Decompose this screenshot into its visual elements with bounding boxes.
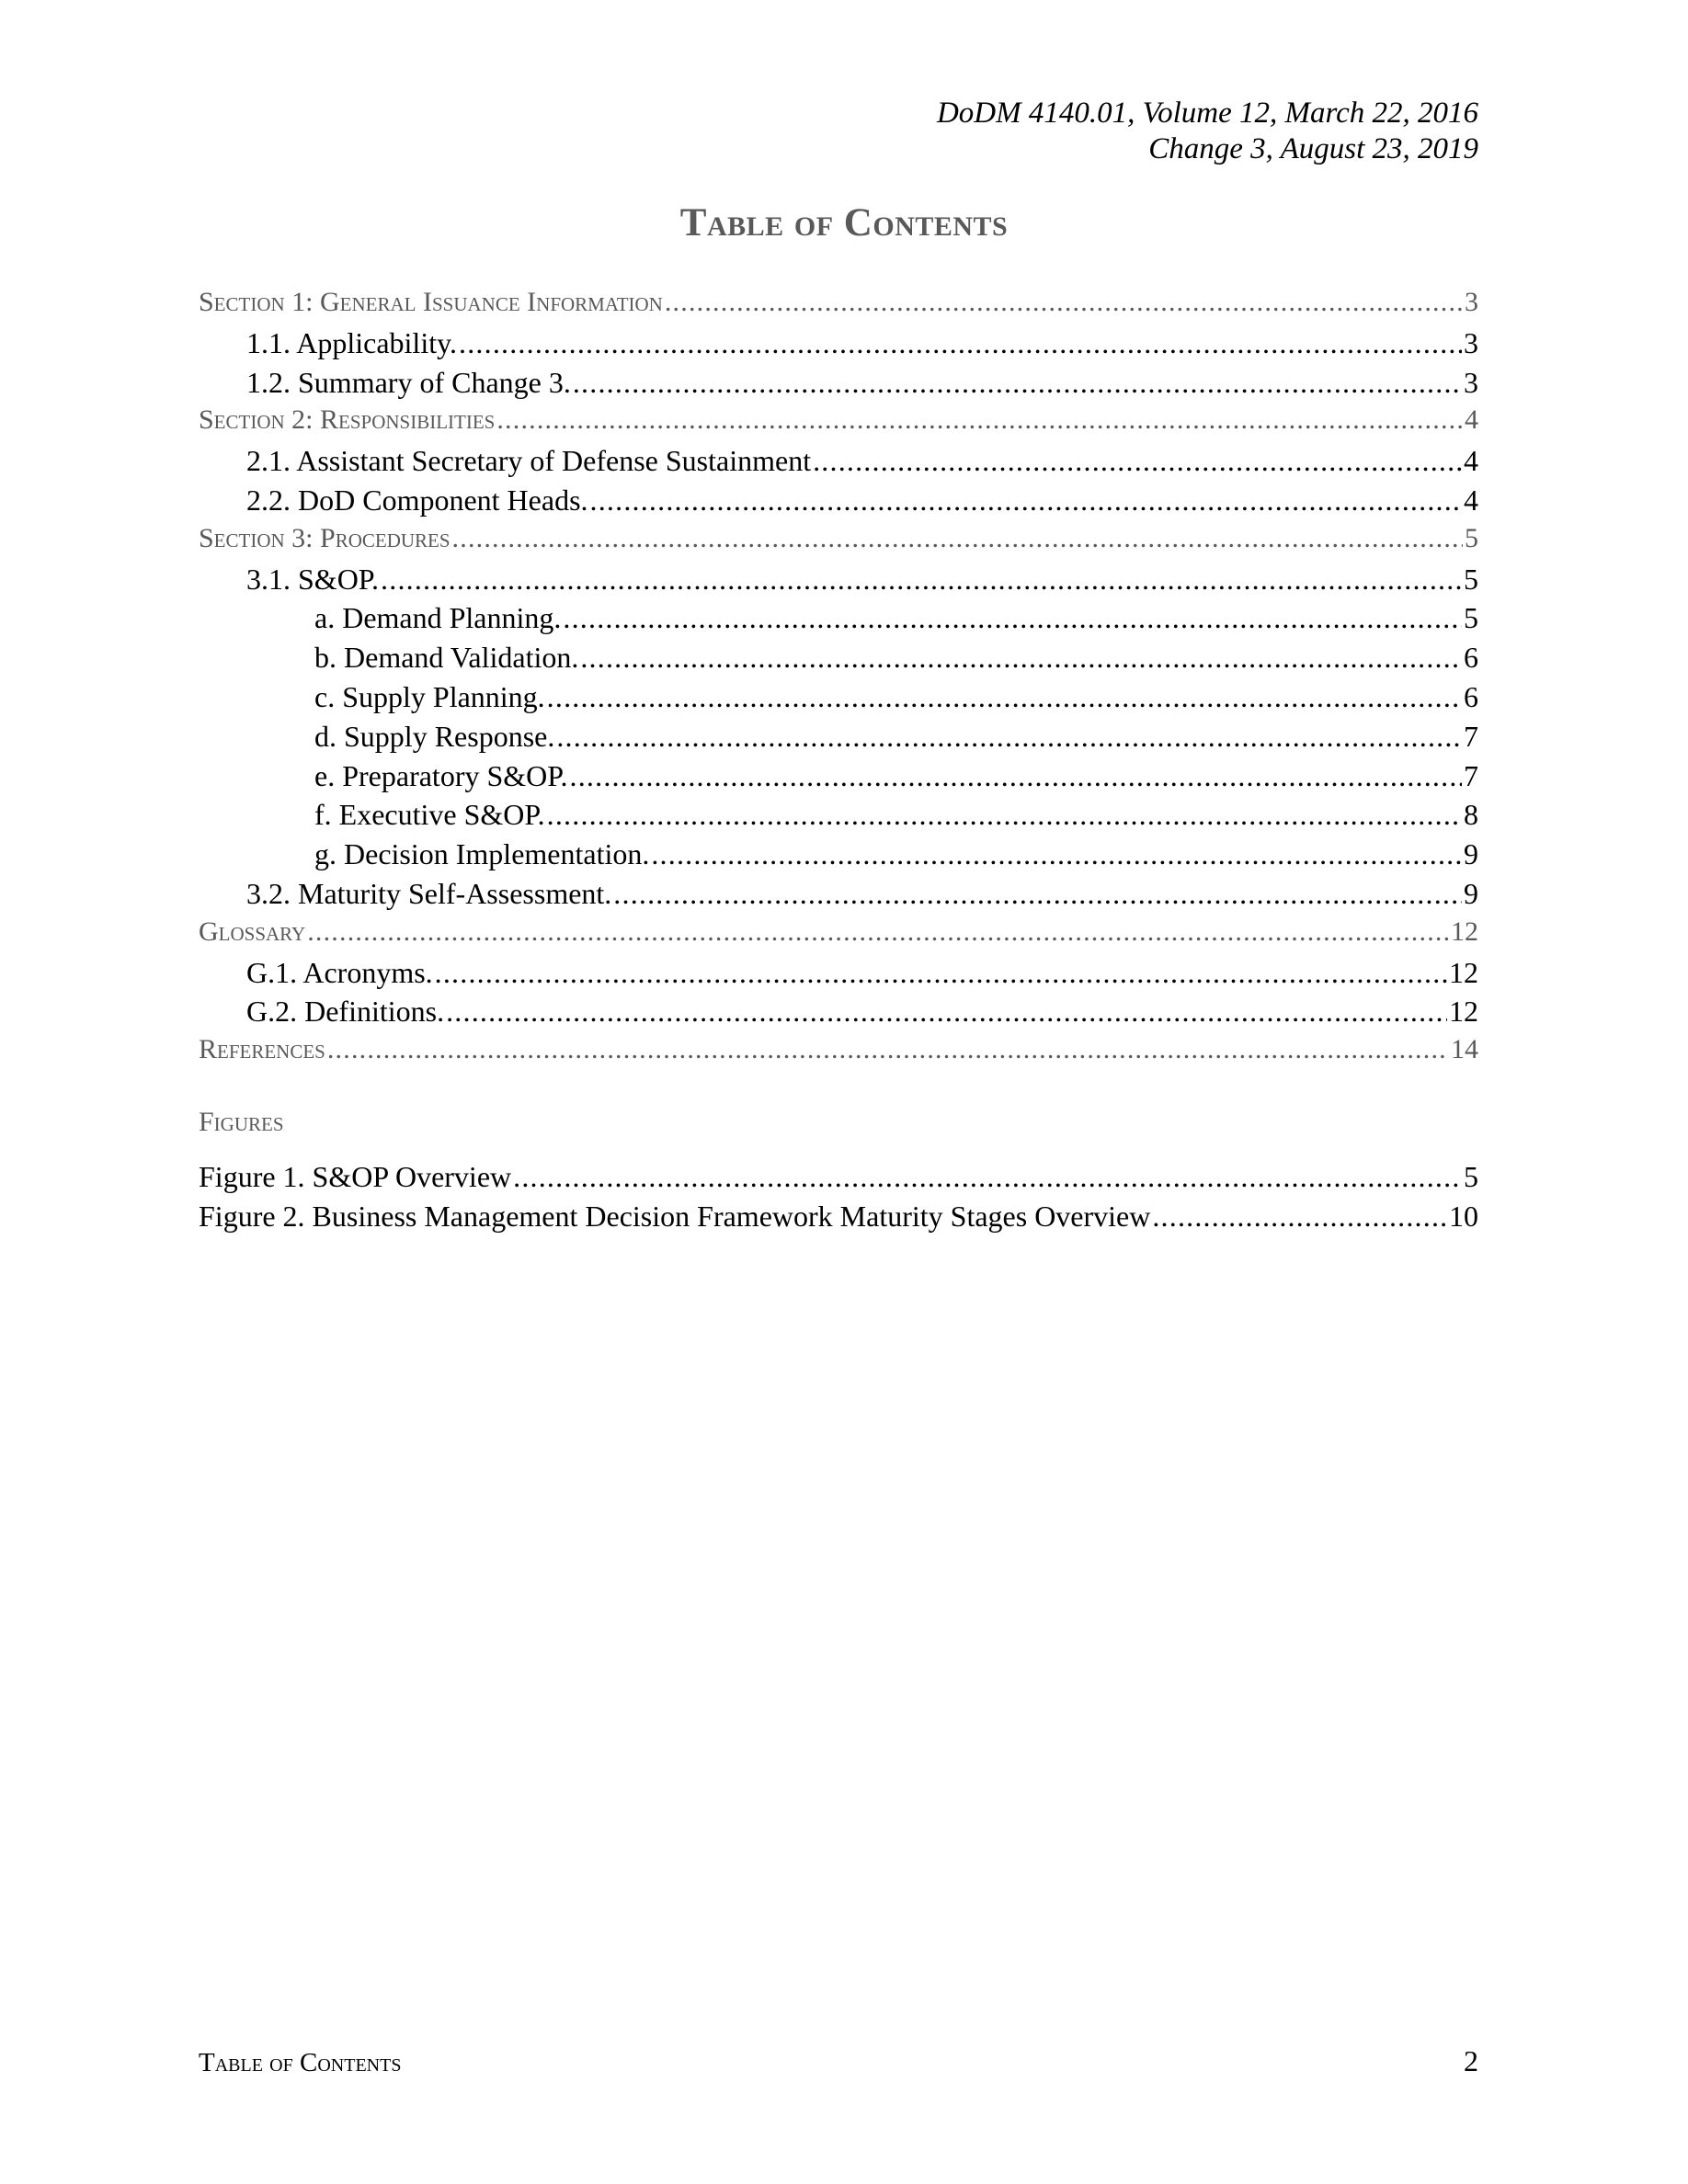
toc-leader-dots: [446, 995, 1447, 1029]
toc-leader-dots: [513, 1160, 1462, 1194]
toc-entry-label: 2.2. DoD Component Heads.: [246, 483, 588, 517]
figure-entry-label: Figure 2. Business Management Decision Framework Maturity Stages Overview: [199, 1199, 1151, 1233]
toc-entry-page: 9: [1464, 837, 1478, 871]
toc-leader-dots: [813, 444, 1462, 478]
toc-entry-page: 6: [1464, 679, 1478, 713]
toc-entry-2-2[interactable]: [199, 483, 1478, 523]
footer-page-number: 2: [1464, 2044, 1478, 2077]
toc-entry-page: 7: [1464, 758, 1478, 792]
toc-entry-1-1[interactable]: [199, 326, 1478, 366]
toc-entry-label: 2.1. Assistant Secretary of Defense Sustainment: [246, 444, 812, 478]
toc-entry-3-1-a[interactable]: [199, 601, 1478, 641]
toc-leader-dots: [435, 956, 1447, 990]
toc-entry-label: f. Executive S&OP.: [314, 798, 545, 832]
toc-entry-3-1-d[interactable]: [199, 720, 1478, 759]
toc-entry-label: 3.1. S&OP.: [246, 562, 380, 596]
toc-entry-label: e. Preparatory S&OP.: [314, 758, 568, 792]
toc-leader-dots: [613, 877, 1462, 911]
header-change-date: Change 3, August 23, 2019: [1148, 132, 1478, 165]
toc-entry-page: 3: [1464, 365, 1478, 399]
toc-entry-label: 1.1. Applicability.: [246, 325, 458, 359]
page-title: Table of Contents: [679, 201, 1009, 245]
toc-leader-dots: [651, 837, 1462, 871]
header-document-id: DoDM 4140.01, Volume 12, March 22, 2016: [936, 97, 1478, 130]
toc-leader-dots: [1152, 1200, 1447, 1234]
toc-entry-page: 3: [1465, 287, 1478, 317]
toc-entry-label: References: [199, 1034, 325, 1065]
toc-leader-dots: [327, 1034, 1449, 1065]
toc-entry-page: 5: [1464, 562, 1478, 596]
toc-entry-label: Section 1: General Issuance Information: [199, 287, 663, 317]
toc-entry-page: 12: [1449, 955, 1478, 989]
toc-entry-page: 8: [1464, 798, 1478, 832]
toc-leader-dots: [547, 680, 1462, 714]
toc-entry-label: G.1. Acronyms.: [246, 955, 433, 989]
figure-entry-page: 10: [1449, 1199, 1478, 1233]
toc-entry-label: G.2. Definitions.: [246, 995, 445, 1029]
toc-entry-3-1-b[interactable]: [199, 641, 1478, 680]
toc-leader-dots: [547, 798, 1462, 832]
toc-leader-dots: [573, 366, 1462, 400]
toc-entry-page: 9: [1464, 876, 1478, 910]
toc-entry-references[interactable]: [199, 1034, 1478, 1074]
toc-entry-3-1-f[interactable]: [199, 798, 1478, 837]
toc-entry-label: 3.2. Maturity Self-Assessment.: [246, 876, 612, 910]
toc-entry-2-1[interactable]: [199, 444, 1478, 483]
toc-entry-label: g. Decision Implementation.: [314, 837, 650, 871]
toc-entry-label: 1.2. Summary of Change 3.: [246, 365, 571, 399]
toc-entry-page: 4: [1465, 404, 1478, 436]
toc-leader-dots: [580, 641, 1462, 675]
list-of-figures: [199, 1160, 1478, 1239]
toc-entry-label: Section 2: Responsibilities: [199, 404, 496, 436]
toc-entry-label: d. Supply Response.: [314, 719, 555, 753]
toc-leader-dots: [452, 523, 1463, 554]
toc-entry-label: c. Supply Planning.: [314, 679, 545, 713]
toc-entry-page: 12: [1449, 995, 1478, 1029]
toc-entry-page: 3: [1464, 325, 1478, 359]
toc-leader-dots: [496, 404, 1463, 436]
toc-leader-dots: [459, 326, 1462, 360]
figure-entry-label: Figure 1. S&OP Overview: [199, 1160, 512, 1193]
toc-entry-section-3[interactable]: [199, 523, 1478, 563]
toc-entry-g-1[interactable]: [199, 956, 1478, 995]
figure-entry-2[interactable]: [199, 1200, 1478, 1239]
toc-entry-section-2[interactable]: [199, 404, 1478, 444]
toc-entry-page: 4: [1464, 483, 1478, 517]
toc-entry-page: 12: [1451, 916, 1478, 947]
toc-entry-3-1-e[interactable]: [199, 759, 1478, 799]
toc-entry-page: 5: [1464, 601, 1478, 635]
figure-entry-page: 5: [1464, 1160, 1478, 1193]
toc-entry-page: 5: [1465, 522, 1478, 553]
toc-entry-page: 6: [1464, 641, 1478, 675]
document-header: [937, 96, 1478, 167]
figure-entry-1[interactable]: [199, 1160, 1478, 1200]
toc-entry-page: 4: [1464, 444, 1478, 478]
toc-entry-1-2[interactable]: [199, 366, 1478, 405]
toc-entry-3-1[interactable]: [199, 563, 1478, 602]
toc-entry-g-2[interactable]: [199, 995, 1478, 1034]
toc-entry-glossary[interactable]: [199, 916, 1478, 956]
toc-entry-3-2[interactable]: [199, 877, 1478, 916]
toc-entry-label: Section 3: Procedures: [199, 522, 451, 553]
toc-leader-dots: [556, 720, 1462, 754]
footer-section-title: Table of Contents: [199, 2048, 402, 2077]
toc-entry-page: 7: [1464, 719, 1478, 753]
toc-entry-3-1-c[interactable]: [199, 680, 1478, 720]
toc-entry-page: 14: [1451, 1034, 1478, 1065]
toc-leader-dots: [563, 601, 1462, 635]
toc-leader-dots: [665, 287, 1463, 318]
toc-entry-section-1[interactable]: [199, 287, 1478, 326]
toc-leader-dots: [590, 483, 1462, 518]
toc-entry-label: Glossary: [199, 916, 306, 947]
table-of-contents: [199, 287, 1478, 1074]
figures-heading: Figures: [199, 1107, 284, 1137]
toc-leader-dots: [381, 563, 1462, 597]
toc-entry-3-1-g[interactable]: [199, 837, 1478, 877]
toc-leader-dots: [307, 916, 1449, 948]
toc-entry-label: b. Demand Validation.: [314, 641, 579, 675]
toc-leader-dots: [570, 759, 1462, 793]
toc-entry-label: a. Demand Planning.: [314, 601, 562, 635]
